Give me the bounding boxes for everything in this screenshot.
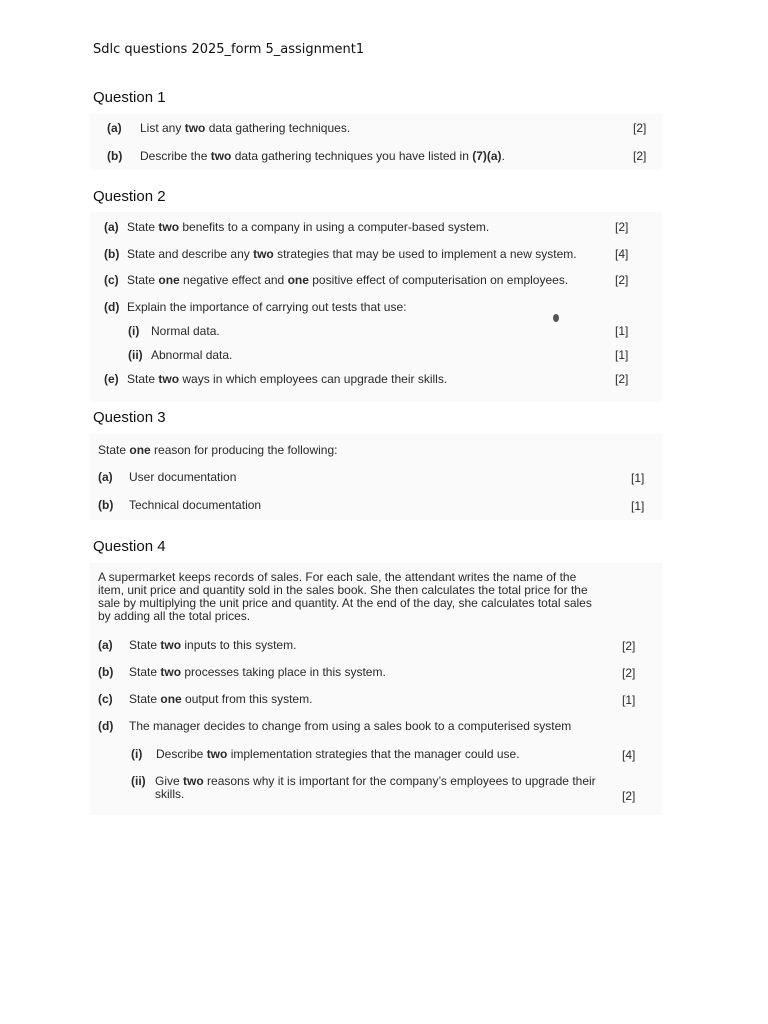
q2-d-label: (d) [104,300,120,314]
question-2-scan [90,212,662,402]
q4-paragraph [98,571,628,623]
q2-c-text: State one negative effect and one positive effect of computerisation on employees. [127,273,569,287]
q2-b-label: (b) [104,247,120,261]
question-1-heading: Question 1 [93,89,166,106]
q4-d-i-mark: [4] [622,748,636,762]
q1-a-mark: [2] [633,121,647,135]
q3-b-mark: [1] [631,499,645,513]
question-3-heading: Question 3 [93,409,166,426]
q3-b-text: Technical documentation [129,498,262,512]
q2-d-i-mark: [1] [615,324,629,338]
q2-d-ii-text: Abnormal data. [151,348,233,362]
q4-b-mark: [2] [622,666,636,680]
q4-paragraph-line: A supermarket keeps records of sales. For each sale, the attendant writes the name of the [98,570,577,584]
q2-a-mark: [2] [615,220,629,234]
q4-c-text: State one output from this system. [129,692,313,706]
q4-paragraph-line: by adding all the total prices. [98,609,251,623]
q2-d-i-label: (i) [128,324,140,338]
q4-d-ii-text: Give two reasons why it is important for the company’s employees to upgrade their [155,774,596,788]
q4-paragraph-line: sale by multiplying the unit price and quantity. At the end of the day, she calculates total sales [98,596,592,610]
q1-b-mark: [2] [633,149,647,163]
q4-a-text: State two inputs to this system. [129,638,297,652]
q1-b-text: Describe the two data gathering techniques you have listed in (7)(a). [140,149,505,163]
q3-b-label: (b) [98,498,114,512]
q2-a-text: State two benefits to a company in using a computer-based system. [127,220,490,234]
q4-a-label: (a) [98,638,113,652]
q2-d-ii-label: (ii) [128,348,143,362]
q4-d-ii-label: (ii) [131,774,146,788]
question-1-scan [90,114,662,170]
q2-d-i-text: Normal data. [151,324,220,338]
q2-e-text: State two ways in which employees can upgrade their skills. [127,372,448,386]
scan-speck [553,314,559,322]
q3-a-label: (a) [98,470,113,484]
q4-paragraph-line: item, unit price and quantity sold in the sales book. She then calculates the total price for the [98,583,588,597]
q4-b-text: State two processes taking place in this system. [129,665,386,679]
q4-d-i-label: (i) [131,747,143,761]
q3-intro: State one reason for producing the following: [98,443,338,457]
q2-d-ii-mark: [1] [615,348,629,362]
q2-b-text: State and describe any two strategies that may be used to implement a new system. [127,247,577,261]
q4-b-label: (b) [98,665,114,679]
q2-d-text: Explain the importance of carrying out tests that use: [127,300,407,314]
q3-a-text: User documentation [129,470,237,484]
q1-b-label: (b) [107,149,123,163]
document-title: Sdlc questions 2025_form 5_assignment1 [93,42,365,57]
q2-e-mark: [2] [615,372,629,386]
q4-d-ii-text-line2: skills. [155,787,185,801]
q2-a-label: (a) [104,220,119,234]
q3-a-mark: [1] [631,471,645,485]
q2-c-mark: [2] [615,273,629,287]
question-4-heading: Question 4 [93,538,166,555]
q1-a-label: (a) [107,121,122,135]
question-2-heading: Question 2 [93,188,166,205]
q4-a-mark: [2] [622,639,636,653]
q4-d-i-text: Describe two implementation strategies that the manager could use. [156,747,520,761]
q4-d-ii-mark: [2] [622,789,636,803]
q4-c-label: (c) [98,692,113,706]
q2-b-mark: [4] [615,247,629,261]
q2-c-label: (c) [104,273,119,287]
q4-c-mark: [1] [622,693,636,707]
question-3-scan [90,434,662,520]
q2-e-label: (e) [104,372,119,386]
q1-a-text: List any two data gathering techniques. [140,121,351,135]
q4-d-label: (d) [98,719,114,733]
q4-d-text: The manager decides to change from using a sales book to a computerised system [129,719,572,733]
